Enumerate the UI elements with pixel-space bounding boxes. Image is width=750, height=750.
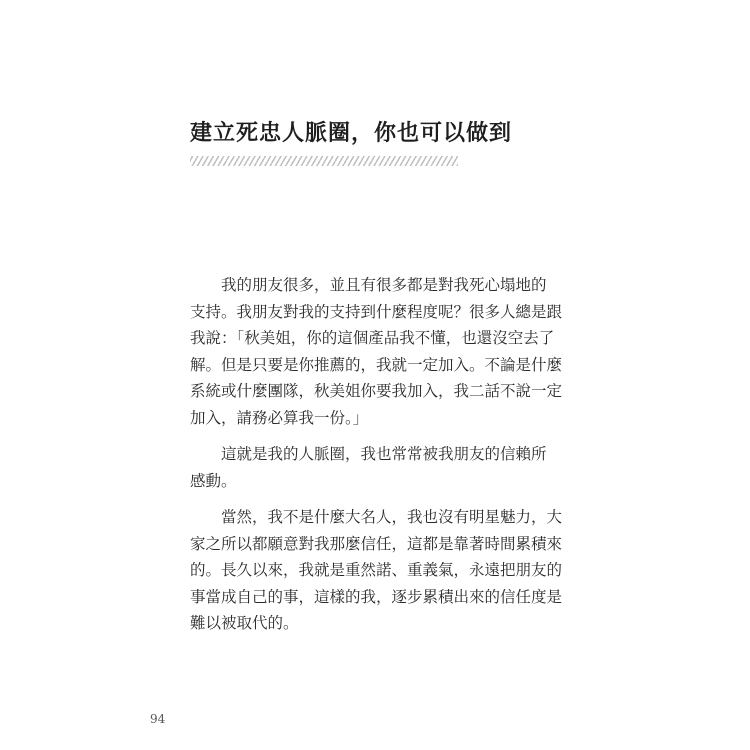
text-line: 系統或什麼團隊，秋美姐你要我加入，我二話不說一定 (190, 382, 563, 400)
paragraph-1 (190, 272, 570, 431)
text-line: 的。長久以來，我就是重然諾、重義氣，永遠把朋友的 (190, 561, 563, 579)
title-hatch-underline (190, 156, 458, 166)
paragraph-2 (190, 441, 570, 494)
text-line: 當然，我不是什麼大名人，我也沒有明星魅力，大 (190, 508, 563, 526)
text-line: 難以被取代的。 (190, 614, 299, 632)
chapter-heading (190, 118, 513, 166)
text-line: 家之所以都願意對我那麼信任，這都是靠著時間累積來 (190, 534, 563, 553)
text-line: 我說：「秋美姐，你的這個產品我不懂，也還沒空去了 (190, 329, 555, 347)
chapter-title: 建立死忠人脈圈，你也可以做到 (190, 121, 513, 146)
page-number: 94 (150, 712, 166, 726)
paragraph-3 (190, 504, 570, 637)
text-line: 事當成自己的事，這樣的我，逐步累積出來的信任度是 (190, 587, 563, 606)
text-line: 感動。 (190, 471, 237, 490)
text-line: 加入，請務必算我一份。」 (190, 408, 369, 427)
text-line: 這就是我的人脈圈，我也常常被我朋友的信賴所 (190, 445, 547, 463)
text-line: 支持。我朋友對我的支持到什麼程度呢？很多人總是跟 (190, 302, 563, 321)
body-text (190, 272, 570, 647)
text-line: 我的朋友很多，並且有很多都是對我死心塌地的 (190, 276, 547, 294)
text-line: 解。但是只要是你推薦的，我就一定加入。不論是什麼 (190, 355, 563, 374)
